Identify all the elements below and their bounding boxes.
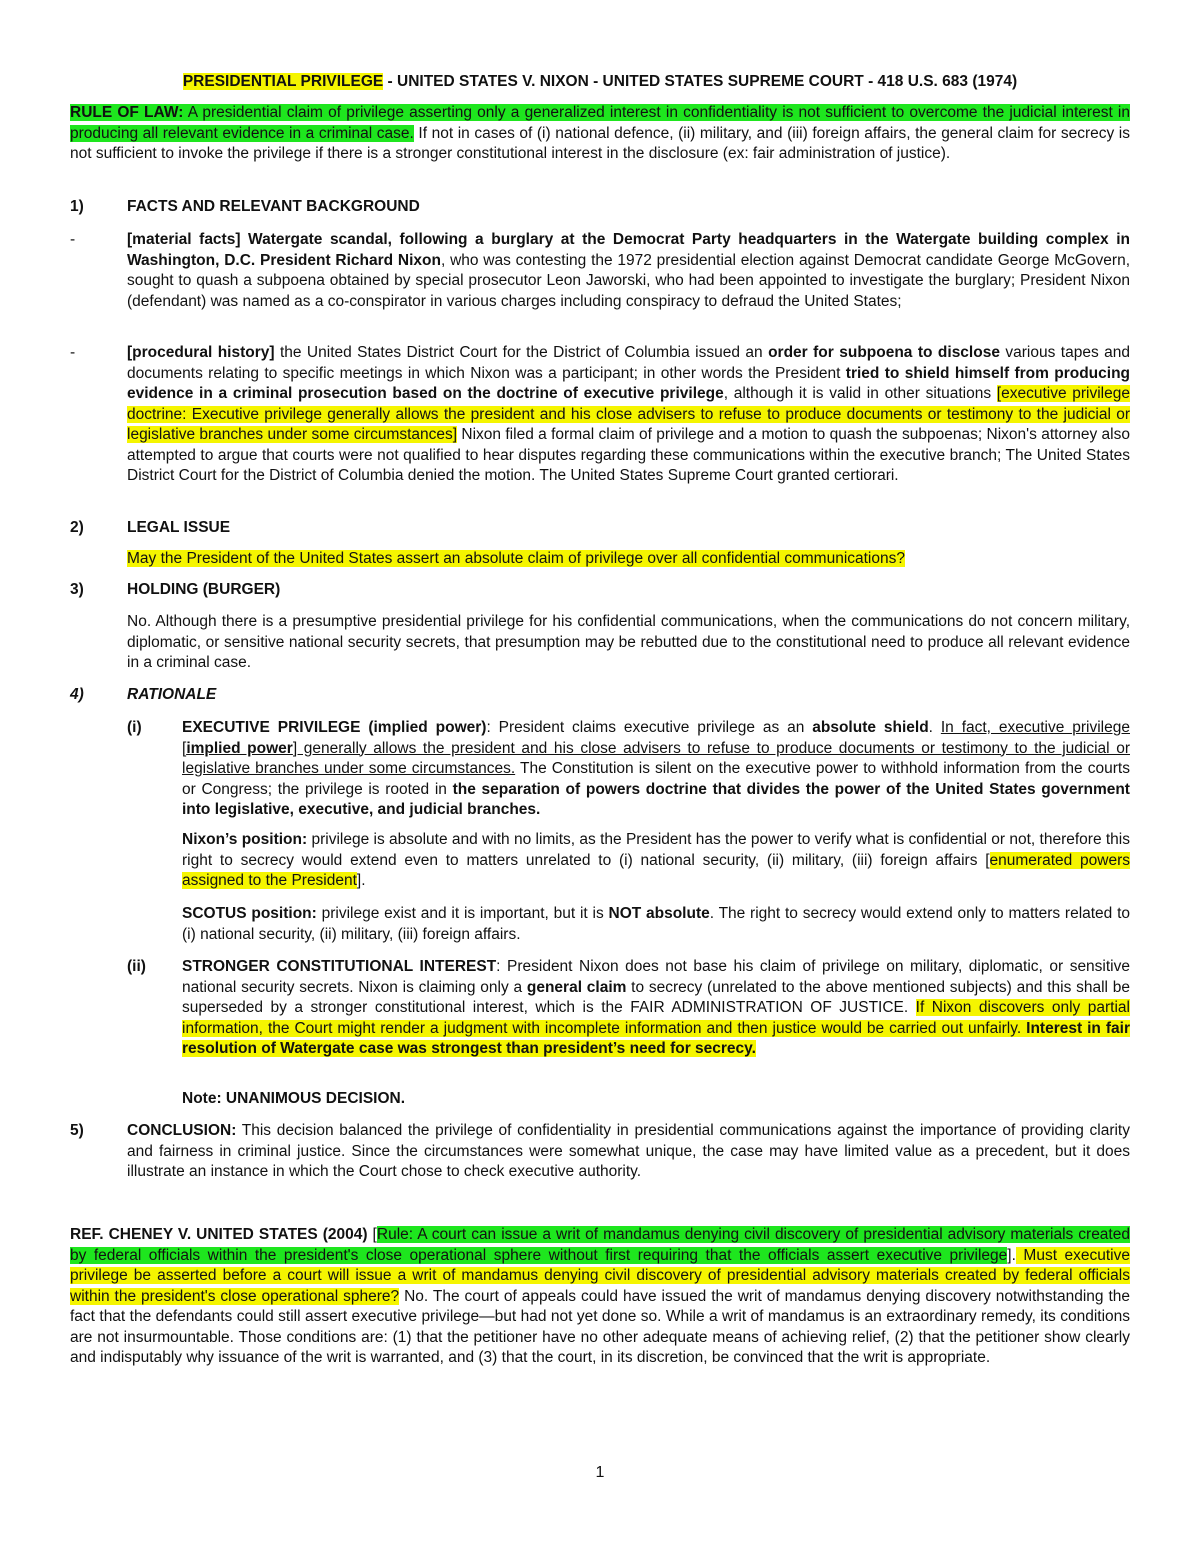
scotus-position-bold: NOT absolute	[608, 905, 710, 922]
scotus-position-text: privilege exist and it is important, but it is	[316, 905, 609, 922]
legal-issue-question	[127, 549, 1130, 570]
rationale-ii-heading: STRONGER CONSTITUTIONAL INTEREST	[182, 958, 497, 975]
procedural-bold: order for subpoena to disclose	[768, 344, 1000, 361]
conclusion	[127, 1121, 1130, 1183]
rationale-i	[182, 718, 1130, 821]
section-3-heading: HOLDING (BURGER)	[127, 581, 281, 598]
procedural-bold: tried to shield himself from producing evidence in a criminal prosecution based on the doctrine of executive privilege	[127, 364, 1131, 402]
rationale-i-heading: EXECUTIVE PRIVILEGE (implied power)	[182, 719, 487, 736]
procedural-text: various tapes and documents relating to specific meetings in which Nixon was a participant; in other words the President	[127, 344, 1130, 382]
rationale-ii	[182, 957, 1130, 1060]
rationale-ii-highlight-bold: Interest in fair resolution of Watergate case was strongest than president’s need for secrecy.	[182, 1019, 1130, 1057]
material-facts	[127, 230, 1130, 312]
rationale-ii-highlight: If Nixon discovers only partial information, the Court might render a judgment with incomplete information and then justice would be carried out unfairly.	[182, 999, 1130, 1037]
reference-rule-highlight: Rule: A court can issue a writ of mandamus denying civil discovery of presidential advisory materials created by federal officials within the president's close operational sphere without first requiring that the officials assert executive privilege	[70, 1226, 1130, 1264]
conclusion-text: This decision balanced the privilege of confidentiality in presidential communications against the importance of providing clarity and fairness in criminal justice. Since the circumstances were somewhat unique, the case may have limited value as a precedent, but it does illustrate an instance in which the Court chose to check executive authority.	[127, 1122, 1130, 1180]
title-rest: - UNITED STATES V. NIXON - UNITED STATES SUPREME COURT - 418 U.S. 683 (1974)	[383, 73, 1018, 90]
rule-of-law	[70, 103, 1130, 165]
reference-question-highlight: Must executive privilege be asserted before a court will issue a writ of mandamus denying civil discovery of presidential advisory materials created by federal officials within the president's close operational sphere?	[70, 1246, 1130, 1305]
procedural-text: the United States District Court for the District of Columbia issued an	[274, 344, 769, 361]
scotus-position-label: SCOTUS position:	[182, 905, 317, 922]
rationale-underline-bold: implied power	[186, 739, 293, 757]
rationale-text: to secrecy (unrelated to the above mentioned subjects) and this shall be superseded by a stronger constitutional interest, which is the FAIR ADMINISTRATION OF JUSTICE.	[182, 978, 1130, 1016]
holding-text: No. Although there is a presumptive presidential privilege for his confidential communications, when the communications do not concern military, diplomatic, or sensitive national security secrets, that presumption may be rebutted due to the constitutional need to produce all relevant evidence in a criminal case.	[127, 613, 1130, 671]
rule-of-law-text: A presidential claim of privilege asserting only a generalized interest in confidentiality is not sufficient to overcome the judicial interest in producing all relevant evidence in a criminal case.	[70, 104, 1130, 142]
legal-issue-highlight: May the President of the United States assert an absolute claim of privilege over all confidential communications?	[127, 550, 905, 567]
procedural-text: Nixon filed a formal claim of privilege and a motion to quash the subpoenas; Nixon's attorney also attempted to argue that courts were not qualified to hear disputes regarding these communications within the executive branch; The United States District Court for the District of Columbia denied the motion. The United States Supreme Court granted certiorari.	[127, 426, 1130, 484]
reference-label: REF. CHENEY V. UNITED STATES (2004)	[70, 1226, 368, 1243]
cheney-reference	[70, 1225, 1130, 1369]
rule-of-law-label: RULE OF LAW:	[70, 104, 184, 121]
section-5-number: 5)	[70, 1122, 84, 1139]
page-number: 1	[595, 1464, 605, 1481]
material-facts-bold: [material facts] Watergate scandal, following a burglary at the Democrat Party headquarters in the Watergate building complex in Washington, D.C. President Richard Nixon	[127, 231, 1130, 269]
rationale-text: : President Nixon does not base his claim of privilege on military, diplomatic, or sensitive national security secrets. Nixon is claiming only a	[182, 958, 1130, 996]
section-4-heading: RATIONALE	[127, 686, 217, 703]
section-2-number: 2)	[70, 519, 84, 536]
procedural-text: , although it is valid in other situations	[723, 385, 997, 402]
rationale-text: .	[928, 719, 941, 736]
section-1-heading: FACTS AND RELEVANT BACKGROUND	[127, 198, 420, 215]
section-3-number: 3)	[70, 581, 84, 598]
reference-text: No. The court of appeals could have issued the writ of mandamus denying discovery notwithstanding the fact that the defendants could still assert executive privilege—but had not yet done so. While a writ of mandamus is an extraordinary remedy, its conditions are not insurmountable. Those conditions are: (1) that the petitioner have no other adequate means of achieving relief, (2) that the petitioner show clearly and indisputably why issuance of the writ is warranted, and (3) that the court, in its discretion, be convinced that the writ is appropriate.	[70, 1287, 1130, 1366]
rationale-bold: the separation of powers doctrine that divides the power of the United States government into legislative, executive, and judicial branches.	[182, 780, 1130, 818]
rationale-text: The Constitution is silent on the executive power to withhold information from the courts or Congress; the privilege is rooted in	[182, 760, 1130, 798]
reference-bracket: ].	[1007, 1246, 1016, 1264]
conclusion-label: CONCLUSION:	[127, 1122, 237, 1139]
nixon-position-end: ].	[356, 872, 366, 889]
section-1-number: 1)	[70, 198, 84, 215]
page-title	[70, 72, 1130, 93]
bullet-dash: -	[70, 344, 76, 361]
rationale-bold: absolute shield	[812, 719, 929, 736]
nixon-position-text: privilege is absolute and with no limits, as the President has the power to verify what is confidential or not, therefore this right to secrecy would extend even to matters unrelated to (i) national security, (ii) military, (iii) foreign affairs [	[182, 831, 1130, 869]
section-2-heading: LEGAL ISSUE	[127, 519, 231, 536]
executive-privilege-doctrine-highlight: [executive privilege doctrine: Executive privilege generally allows the president and his close advisers to refuse to produce documents or testimony to the judicial or legislative branches under some circumstances]	[127, 385, 1130, 443]
procedural-history	[127, 343, 1130, 487]
scotus-position-text: . The right to secrecy would extend only to matters related to (i) national security, (ii) military, (iii) foreign affairs.	[182, 905, 1131, 943]
nixon-position	[182, 830, 1130, 892]
scotus-position	[182, 904, 1130, 945]
reference-bracket: [	[367, 1226, 377, 1243]
rationale-underline: In fact, executive privilege [	[182, 719, 1130, 757]
rationale-underline: ] generally allows the president and his close advisers to refuse to produce documents or testimony to the judicial or legislative branches under some circumstances.	[182, 739, 1130, 777]
title-highlight: PRESIDENTIAL PRIVILEGE	[182, 73, 384, 90]
rationale-text: : President claims executive privilege as an	[486, 719, 813, 736]
enumerated-powers-highlight: enumerated powers assigned to the President	[182, 851, 1130, 889]
material-facts-text: , who was contesting the 1972 presidential election against Democrat candidate George McGovern, sought to quash a subpoena obtained by special prosecutor Leon Jaworski, who had been appointed to investigate the burglary; President Nixon (defendant) was named as a co-conspirator in various charges including conspiracy to defraud the United States;	[127, 251, 1130, 310]
rule-of-law-rest: If not in cases of (i) national defence, (ii) military, and (iii) foreign affairs, the general claim for secrecy is not sufficient to invoke the privilege if there is a stronger constitutional interest in the disclosure (ex: fair administration of justice).	[70, 124, 1131, 162]
rationale-i-label: (i)	[127, 719, 142, 736]
bullet-dash: -	[70, 231, 76, 248]
section-4-number: 4)	[70, 686, 84, 703]
unanimous-note: Note: UNANIMOUS DECISION.	[182, 1090, 406, 1107]
rationale-ii-label: (ii)	[127, 958, 146, 975]
nixon-position-label: Nixon’s position:	[182, 831, 308, 848]
rationale-bold: general claim	[526, 978, 627, 996]
procedural-history-label: [procedural history]	[127, 344, 275, 361]
